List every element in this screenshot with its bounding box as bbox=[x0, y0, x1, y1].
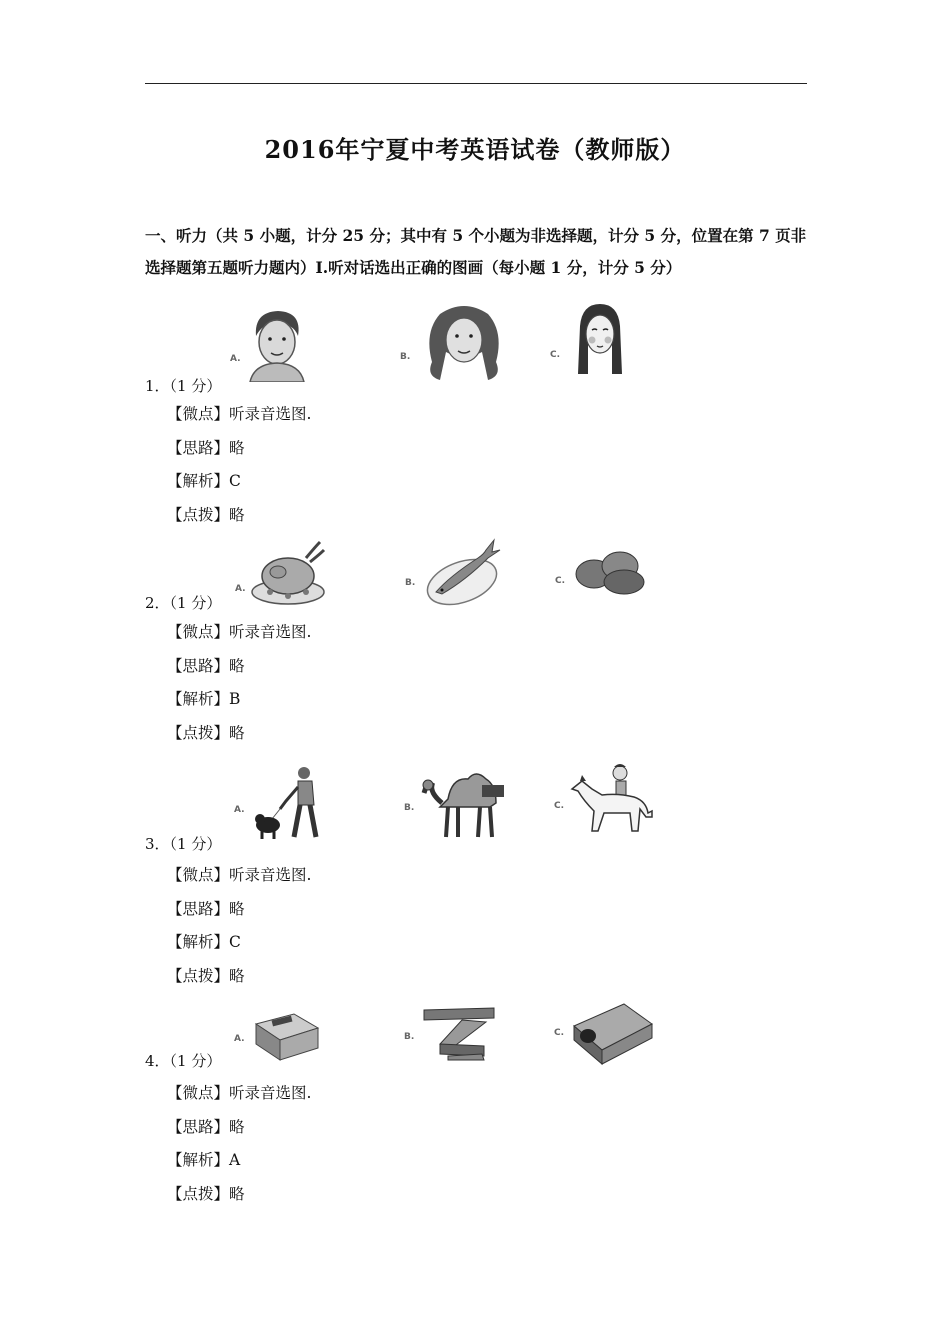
options-row bbox=[145, 532, 805, 622]
woman-short-hair-icon bbox=[242, 306, 310, 382]
pencil-sharpener-icon bbox=[568, 998, 658, 1066]
fish-plate-icon bbox=[422, 536, 504, 606]
option-letter: B. bbox=[404, 1032, 415, 1042]
jiexi-line: 【解析】B bbox=[167, 690, 241, 708]
option-letter: B. bbox=[404, 803, 415, 813]
option-c[interactable] bbox=[550, 757, 660, 845]
option-c[interactable] bbox=[550, 532, 650, 608]
eraser-icon bbox=[252, 1008, 322, 1062]
woman-curly-hair-icon bbox=[422, 302, 506, 382]
option-a[interactable] bbox=[230, 300, 310, 382]
option-letter: C. bbox=[554, 801, 565, 811]
option-letter: A. bbox=[235, 584, 246, 594]
roast-chicken-icon bbox=[250, 540, 328, 606]
options-row bbox=[145, 300, 805, 395]
option-b[interactable] bbox=[400, 757, 510, 845]
dianbo-line: 【点拨】略 bbox=[167, 505, 245, 524]
options-row bbox=[145, 757, 805, 853]
option-a[interactable] bbox=[230, 757, 330, 845]
option-a[interactable] bbox=[230, 996, 330, 1066]
option-letter: C. bbox=[550, 350, 561, 360]
silu-line: 【思路】略 bbox=[167, 656, 245, 675]
option-letter: A. bbox=[234, 1034, 245, 1044]
header-rule bbox=[145, 83, 807, 84]
silu-line: 【思路】略 bbox=[167, 438, 245, 457]
option-letter: B. bbox=[405, 578, 416, 588]
boy-riding-horse-icon bbox=[568, 761, 656, 841]
camel-icon bbox=[418, 763, 508, 841]
option-c[interactable] bbox=[550, 300, 640, 382]
girl-long-hair-icon bbox=[566, 300, 634, 376]
option-letter: A. bbox=[230, 354, 241, 364]
man-walking-dog-icon bbox=[252, 765, 332, 843]
option-b[interactable] bbox=[400, 300, 510, 382]
silu-line: 【思路】略 bbox=[167, 899, 245, 918]
question-number: 3．（1 分） bbox=[145, 835, 222, 853]
option-letter: C. bbox=[554, 1028, 565, 1038]
option-c[interactable] bbox=[550, 996, 660, 1066]
option-letter: B. bbox=[400, 352, 411, 362]
option-letter: C. bbox=[555, 576, 566, 586]
answer-block bbox=[167, 616, 311, 750]
jiexi-line: 【解析】C bbox=[167, 472, 241, 490]
question-number: 4．（1 分） bbox=[145, 1052, 222, 1070]
answer-block bbox=[167, 859, 311, 993]
question-number: 1．（1 分） bbox=[145, 377, 222, 395]
option-a[interactable] bbox=[230, 532, 330, 608]
answer-block bbox=[167, 398, 311, 532]
option-b[interactable] bbox=[400, 996, 510, 1066]
folding-ruler-icon bbox=[422, 1006, 498, 1062]
dianbo-line: 【点拨】略 bbox=[167, 966, 245, 985]
silu-line: 【思路】略 bbox=[167, 1117, 245, 1136]
options-row bbox=[145, 996, 805, 1086]
jiexi-line: 【解析】C bbox=[167, 933, 241, 951]
weidian-line: 【微点】听录音选图. bbox=[167, 866, 312, 884]
question-number: 2．（1 分） bbox=[145, 594, 222, 612]
potatoes-icon bbox=[572, 544, 648, 596]
page-title: 2016年宁夏中考英语试卷（教师版） bbox=[264, 135, 686, 164]
jiexi-line: 【解析】A bbox=[167, 1151, 241, 1169]
weidian-line: 【微点】听录音选图. bbox=[167, 1084, 312, 1102]
answer-block bbox=[167, 1077, 311, 1211]
dianbo-line: 【点拨】略 bbox=[167, 723, 245, 742]
weidian-line: 【微点】听录音选图. bbox=[167, 405, 312, 423]
option-b[interactable] bbox=[400, 532, 510, 608]
section-heading: 一、听力（共 5 小题，计分 25 分；其中有 5 个小题为非选择题，计分 5 分，位置在第 7 页非选择题第五题听力题内）Ⅰ.听对话选出正确的图画（每小题 1 分，计分 5 分） bbox=[145, 226, 807, 277]
dianbo-line: 【点拨】略 bbox=[167, 1184, 245, 1203]
option-letter: A. bbox=[234, 805, 245, 815]
weidian-line: 【微点】听录音选图. bbox=[167, 623, 312, 641]
